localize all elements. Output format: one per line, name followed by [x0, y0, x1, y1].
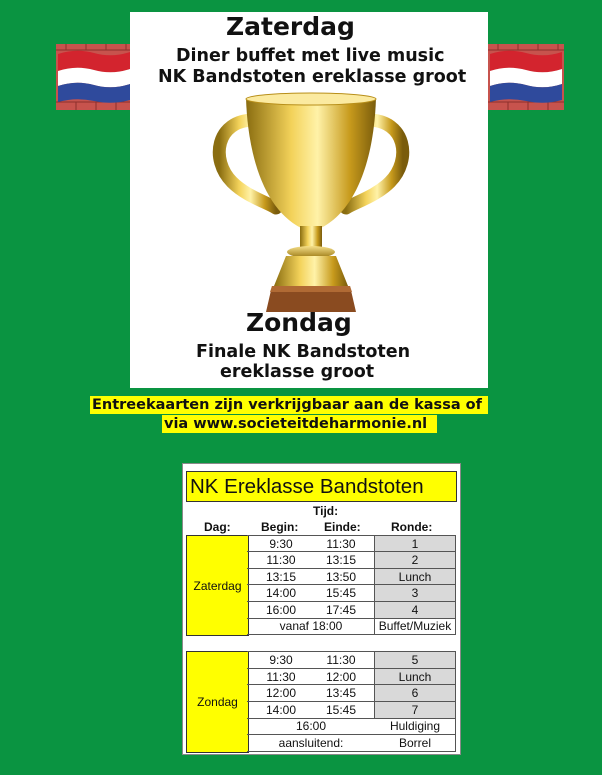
sat-row-1-begin: 9:30	[269, 537, 293, 551]
header-round: Ronde:	[391, 520, 433, 534]
schedule-title: NK Ereklasse Bandstoten	[186, 471, 457, 502]
header-end: Einde:	[324, 520, 361, 534]
sun-row-4-end: 15:45	[325, 703, 357, 717]
sat-row-2-round: 2	[411, 553, 419, 567]
sun-row-1-end: 11:30	[326, 653, 356, 667]
ticket-notice-line-1: Entreekaarten zijn verkrijgbaar aan de kassa of	[90, 396, 488, 414]
sat-row-1-end: 11:30	[326, 537, 356, 551]
sun-row-2-round: Lunch	[398, 670, 432, 684]
sun-row-4-begin: 14:00	[265, 703, 297, 717]
sunday-line-1: Finale NK Bandstoten	[196, 342, 411, 362]
sat-row-5-round: 4	[411, 603, 419, 617]
sat-row-6-time: vanaf 18:00	[279, 619, 343, 633]
sun-row-6-time: aansluitend:	[278, 736, 344, 750]
sat-row-3-end: 13:50	[325, 570, 357, 584]
dutch-flag-icon	[56, 44, 132, 110]
sat-row-1-round: 1	[411, 537, 419, 551]
sat-row-6-round: Buffet/Muziek	[378, 619, 452, 633]
sun-row-5-time: 16:00	[295, 719, 327, 733]
sun-row-1-round: 5	[411, 653, 419, 667]
sun-row-3-end: 13:45	[325, 686, 357, 700]
sat-row-2-begin: 11:30	[266, 553, 296, 567]
sat-row-4-end: 15:45	[325, 586, 357, 600]
sun-row-6-round: Borrel	[398, 736, 431, 750]
sat-row-4-round: 3	[411, 586, 419, 600]
sat-row-3-begin: 13:15	[265, 570, 297, 584]
saturday-day-cell: Zaterdag	[186, 535, 249, 636]
sun-row-3-begin: 12:00	[265, 686, 297, 700]
header-day: Dag:	[204, 520, 231, 534]
header-time: Tijd:	[313, 504, 339, 518]
sat-row-4-begin: 14:00	[265, 586, 297, 600]
sunday-day-cell: Zondag	[186, 651, 249, 753]
sun-row-4-round: 7	[411, 703, 419, 717]
saturday-line-2: NK Bandstoten ereklasse groot	[158, 67, 467, 87]
sunday-line-2: ereklasse groot	[220, 362, 375, 382]
sat-row-2-end: 13:15	[325, 553, 357, 567]
sat-row-5-begin: 16:00	[265, 603, 297, 617]
header-begin: Begin:	[261, 520, 299, 534]
saturday-line-1: Diner buffet met live music	[176, 46, 445, 66]
sunday-heading: Zondag	[246, 308, 352, 337]
saturday-heading: Zaterdag	[226, 12, 355, 41]
sun-row-2-begin: 11:30	[266, 670, 296, 684]
dutch-flag-icon	[488, 44, 564, 110]
sun-row-3-round: 6	[411, 686, 419, 700]
trophy-icon	[206, 90, 416, 312]
sun-row-1-begin: 9:30	[269, 653, 293, 667]
sat-row-3-round: Lunch	[398, 570, 432, 584]
poster-panel	[130, 12, 488, 388]
schedule-table	[182, 463, 461, 755]
sun-row-5-round: Huldiging	[389, 719, 441, 733]
ticket-notice-link[interactable]: via www.societeitdeharmonie.nl	[162, 415, 437, 433]
sun-row-2-end: 12:00	[325, 670, 357, 684]
sat-row-5-end: 17:45	[325, 603, 357, 617]
